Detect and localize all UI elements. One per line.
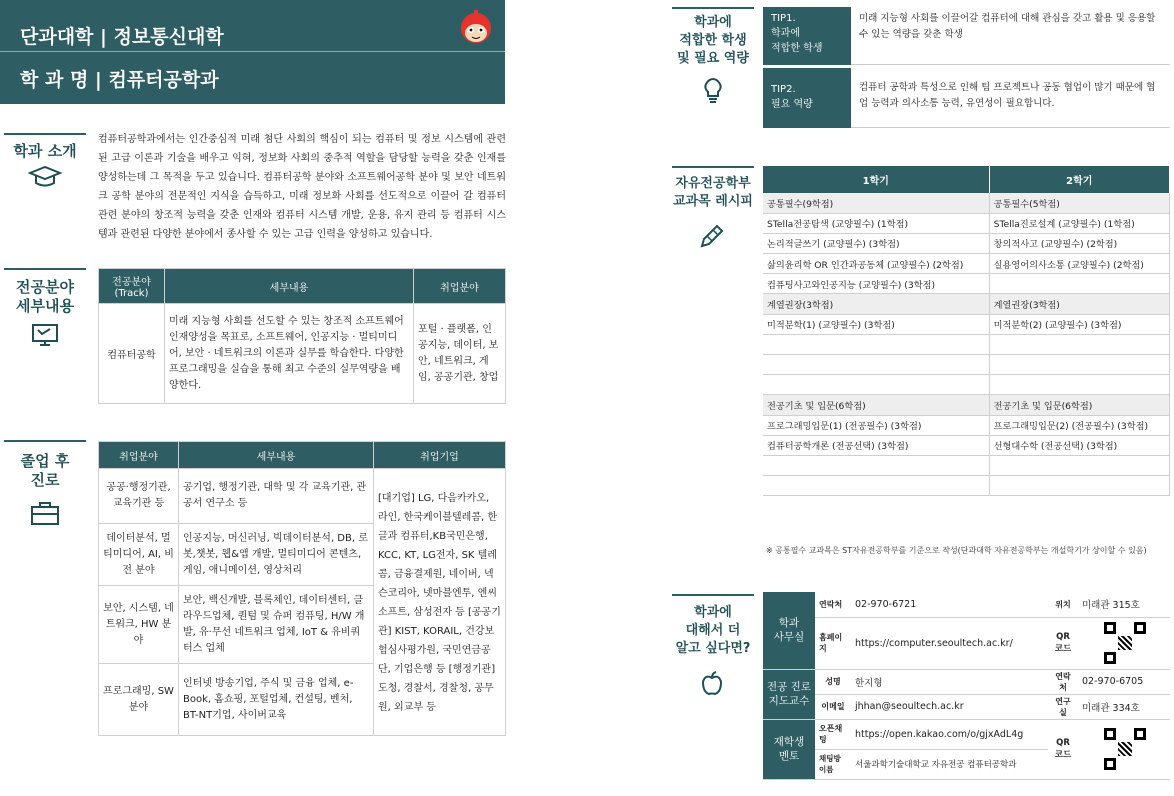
curriculum-row (763, 455, 1170, 475)
curriculum-cell (763, 334, 989, 354)
intro-text: 컴퓨터공학과에서는 인간중심적 미래 첨단 사회의 핵심이 되는 컴퓨터 및 정보 시스템에 관련된 고급 이론과 기술을 배우고 익혀, 정보화 사회의 중추적 역할을 담당할 능력을 갖춘 인재를 양성하는데 그 목적을 두고 있습니다. 컴퓨터공학 분야와 소프트웨어공학 분야 및 보안 네트워크 공학 분야의 전문적인 지식을 습득하고, 미래 정보화 사회를 선도적으로 이끌어 갈 컴퓨터 관련 분야의 창조적 능력을 갖춘 인재와 컴퓨터 시스템 개발, 운용, 유지 관리 등 컴퓨터 시스템과 관련된 다양한 분야에서 종사할 수 있는 고급 인력을 양성하고 있습니다. (98, 134, 506, 240)
curriculum-cell: 미적분학(1) (교양필수) (3학점) (763, 314, 989, 334)
curriculum-cell (763, 375, 989, 395)
lightbulb-icon (700, 76, 726, 104)
career-field: 프로그래밍, SW 분야 (99, 664, 179, 736)
office-qr-key: QR 코드 (1048, 617, 1078, 669)
prof-lab-key: 연구실 (1048, 694, 1078, 719)
curriculum-cell (989, 476, 1169, 496)
career-header-companies: 취업기업 (374, 442, 506, 469)
curriculum-row (763, 476, 1170, 496)
curriculum-row (763, 395, 1170, 415)
curriculum-cell: 공통필수(5학점) (989, 193, 1169, 213)
career-detail: 인공지능, 머신러닝, 빅데이터분석, DB, 로봇,챗봇, 웹&앱 개발, 멀티미디어 콘텐츠, 게임, 애니메이션, 영상처리 (179, 524, 374, 586)
office-qr-code[interactable] (1104, 622, 1146, 664)
intro-label: 학과 소개 (13, 142, 77, 160)
career-field: 공공·행정기관, 교육기관 등 (99, 469, 179, 524)
office-web-link[interactable]: https://computer.seoultech.ac.kr/ (851, 617, 1048, 669)
curriculum-cell: 프로그래밍입문(2) (전공필수) (3학점) (989, 415, 1169, 435)
career-companies: [대기업] LG, 다음카카오, 라인, 한국케이블텔레콤, 한글과 컴퓨터,KB국민은행, KCC, KT, LG전자, SK 텔레콤, 금융결제원, 네이버, 넥슨코리아, 넷마블엔투, 엔씨소프트, 삼성전자 등 [공공기관] KIST, KORAIL, 건강보험심사평가원, 국민연금공단, 기업은행 등 [행정기관] 도청, 경찰서, 경찰청, 공무원, 외교부 등 (374, 469, 506, 736)
semester-2-header: 2학기 (989, 166, 1169, 193)
curriculum-row (763, 314, 1170, 334)
career-detail: 보안, 백신개발, 블록체인, 데이터센터, 클라우드업체, 퀀텀 및 슈퍼 컴퓨팅, H/W 개발, 유·무선 네트워크 업체, IoT & 유비쿼터스 업체 (179, 586, 374, 664)
track-table (98, 268, 506, 404)
curriculum-cell: 전공기초 및 입문(6학점) (989, 395, 1169, 415)
curriculum-cell (989, 375, 1169, 395)
curriculum-table (763, 166, 1170, 496)
tips-label: 학과에 적합한 학생 및 필요 역량 (677, 15, 749, 66)
contact-label: 학과에 대해서 더 알고 싶다면? (675, 605, 751, 656)
curriculum-cell: 미적분학(2) (교양필수) (3학점) (989, 314, 1169, 334)
career-header-detail: 세부내용 (179, 442, 374, 469)
track-header-detail: 세부내용 (165, 269, 414, 304)
career-header-field: 취업분야 (99, 442, 179, 469)
tip1-value: 미래 지능형 사회를 이끌어갈 컴퓨터에 대해 관심을 갖고 활용 및 응용할 수 있는 역량을 갖춘 학생 (851, 7, 1170, 65)
prof-mail-link[interactable]: jhhan@seoultech.ac.kr (851, 694, 1048, 719)
mentor-chat-key: 오픈채팅 (815, 719, 851, 749)
curriculum-row (763, 355, 1170, 375)
curriculum-cell: 실용영어의사소통 (교양필수) (2학점) (989, 254, 1169, 274)
office-phone: 02-970-6721 (851, 592, 1048, 617)
career-detail: 공기업, 행정기관, 대학 및 각 교육기관, 관공서 연구소 등 (179, 469, 374, 524)
mentor-chat-link[interactable]: https://open.kakao.com/o/gjxAdL4g (851, 719, 1048, 749)
curriculum-cell (989, 355, 1169, 375)
mentor-qr-code[interactable] (1104, 728, 1146, 770)
track-detail: 미래 지능형 사회를 선도할 수 있는 창조적 소프트웨어 인재양성을 목표로, 소프트웨어, 인공지능 · 멀티미디어, 보안 · 네트워크의 이론과 실무를 학습한다. 다양한 프로그래밍을 실습을 통해 최고 수준의 실무역량을 배양한다. (165, 304, 414, 404)
track-header-track: 전공분야 (Track) (99, 269, 165, 304)
curriculum-cell (763, 355, 989, 375)
curriculum-row (763, 415, 1170, 435)
track-header-jobs: 취업분야 (414, 269, 506, 304)
career-detail: 인터넷 방송기업, 주식 및 금융 업체, e-Book, 홈쇼핑, 포털업체, 컨설팅, 벤처, BT-NT기업, 사이버교육 (179, 664, 374, 736)
office-web-key: 홈페이지 (815, 617, 851, 669)
dept-title: 학 과 명 | 컴퓨터공학과 (20, 69, 219, 91)
track-name: 컴퓨터공학 (99, 304, 165, 404)
mentor-room-name: 서울과학기술대학교 자유전공 컴퓨터공학과 (851, 749, 1048, 779)
curriculum-cell: 전공기초 및 입문(6학점) (763, 395, 989, 415)
curriculum-cell: 컴퓨터공학개론 (전공선택) (3학점) (763, 435, 989, 455)
prof-tel-key: 연락처 (1048, 669, 1078, 694)
mascot-icon (458, 8, 494, 52)
prof-label: 전공 진로 지도교수 (763, 669, 815, 719)
mentor-label: 재학생 멘토 (763, 719, 815, 779)
monitor-icon (30, 322, 60, 350)
curriculum-row (763, 274, 1170, 294)
prof-lab: 미래관 334호 (1078, 694, 1170, 719)
curriculum-cell: 계열권장(3학점) (763, 294, 989, 314)
curriculum-note: ※ 공통필수 교과목은 ST자유전공학부를 기준으로 작성(단과대학 자유전공학부는 개설학기가 상이할 수 있음) (766, 546, 1147, 555)
tips-box (763, 7, 1170, 128)
curriculum-cell (989, 274, 1169, 294)
tip1-key: TIP1. 학과에 적합한 학생 (763, 7, 851, 65)
tip2-key: TIP2. 필요 역량 (763, 68, 851, 128)
curriculum-label: 자유전공학부 교과목 레시피 (673, 176, 753, 209)
curriculum-row (763, 375, 1170, 395)
curriculum-cell: 창의적사고 (교양필수) (2학점) (989, 233, 1169, 253)
curriculum-cell: 컴퓨팅사고와인공지능 (교양필수) (3학점) (763, 274, 989, 294)
tip2-value: 컴퓨터 공학과 특성으로 인해 팀 프로젝트나 공동 협업이 많기 때문에 협업 능력과 의사소통 능력, 유연성이 필요합니다. (851, 68, 1170, 128)
career-table (98, 441, 506, 736)
office-label: 학과 사무실 (763, 592, 815, 669)
curriculum-cell (763, 455, 989, 475)
curriculum-cell: 프로그래밍입문(1) (전공필수) (3학점) (763, 415, 989, 435)
track-label: 전공분야 세부내용 (16, 278, 74, 315)
career-field: 데이터분석, 멀티미디어, AI, 비전 분야 (99, 524, 179, 586)
curriculum-row (763, 254, 1170, 274)
curriculum-cell: STella전공탐색 (교양필수) (1학점) (763, 213, 989, 233)
track-jobs: 포털 · 플랫폼, 인공지능, 데이터, 보안, 네트워크, 게임, 공공기관, 창업 (414, 304, 506, 404)
curriculum-cell: 공통필수(9학점) (763, 193, 989, 213)
graduation-cap-icon (28, 165, 62, 189)
office-phone-key: 연락처 (815, 592, 851, 617)
curriculum-row (763, 294, 1170, 314)
page-header (0, 0, 505, 104)
curriculum-row (763, 213, 1170, 233)
career-label: 졸업 후 진로 (20, 452, 70, 489)
prof-mail-key: 이메일 (815, 694, 851, 719)
curriculum-cell: STella진로설계 (교양필수) (1학점) (989, 213, 1169, 233)
curriculum-row (763, 193, 1170, 213)
office-loc: 미래관 315호 (1078, 592, 1170, 617)
curriculum-cell: 삶의윤리학 OR 인간과공동체 (교양필수) (2학점) (763, 254, 989, 274)
curriculum-row (763, 334, 1170, 354)
curriculum-row (763, 435, 1170, 455)
briefcase-icon (30, 500, 60, 526)
curriculum-cell: 선형대수학 (전공선택) (3학점) (989, 435, 1169, 455)
pencil-icon (698, 222, 726, 250)
curriculum-cell (989, 334, 1169, 354)
college-title: 단과대학 | 정보통신대학 (20, 26, 224, 48)
curriculum-cell (763, 476, 989, 496)
curriculum-row (763, 233, 1170, 253)
mentor-name-key: 채팅방이름 (815, 749, 851, 779)
mentor-qr-key: QR 코드 (1048, 719, 1078, 779)
semester-1-header: 1학기 (763, 166, 989, 193)
prof-tel: 02-970-6705 (1078, 669, 1170, 694)
curriculum-cell: 계열권장(3학점) (989, 294, 1169, 314)
career-field: 보안, 시스템, 네트워크, HW 분야 (99, 586, 179, 664)
curriculum-cell: 논리적글쓰기 (교양필수) (3학점) (763, 233, 989, 253)
office-loc-key: 위치 (1048, 592, 1078, 617)
curriculum-cell (989, 455, 1169, 475)
prof-name-key: 성명 (815, 669, 851, 694)
apple-icon (700, 670, 724, 696)
prof-name: 한지형 (851, 669, 1048, 694)
contact-table (763, 592, 1170, 780)
